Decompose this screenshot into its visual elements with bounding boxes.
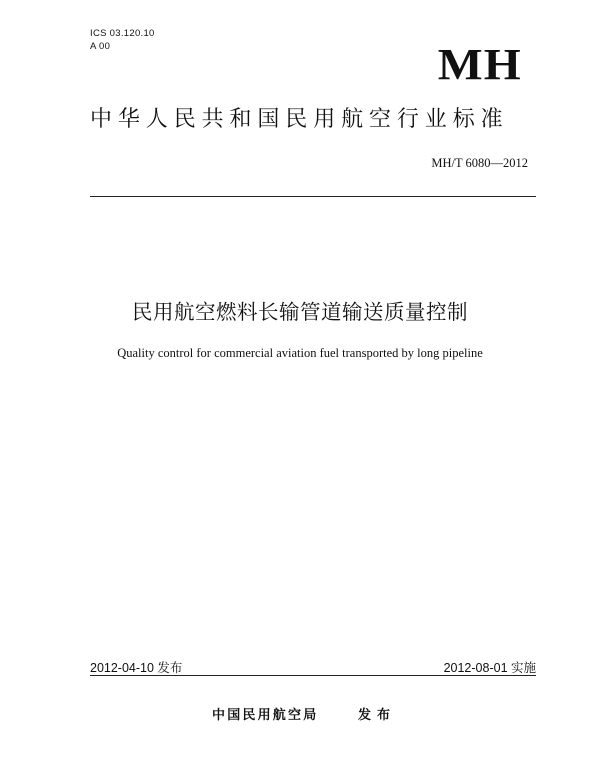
footer-divider <box>90 675 536 676</box>
implementation-date: 2012-08-01 实施 <box>443 661 536 675</box>
standard-type-title: 中华人民共和国民用航空行业标准 <box>90 107 509 132</box>
header-divider <box>90 196 536 197</box>
document-title-chinese: 民用航空燃料长输管道输送质量控制 <box>132 300 468 324</box>
document-title-english: Quality control for commercial aviation fuel transported by long pipeline <box>117 346 483 360</box>
standard-logo: MH <box>438 40 522 89</box>
publisher-name: 中国民用航空局 <box>212 708 319 723</box>
ccs-code: A 00 <box>90 41 111 52</box>
issue-date: 2012-04-10 发布 <box>90 661 183 675</box>
ics-code: ICS 03.120.10 <box>90 28 155 39</box>
publisher-action: 发布 <box>358 708 397 723</box>
standard-number: MH/T 6080—2012 <box>431 156 528 170</box>
